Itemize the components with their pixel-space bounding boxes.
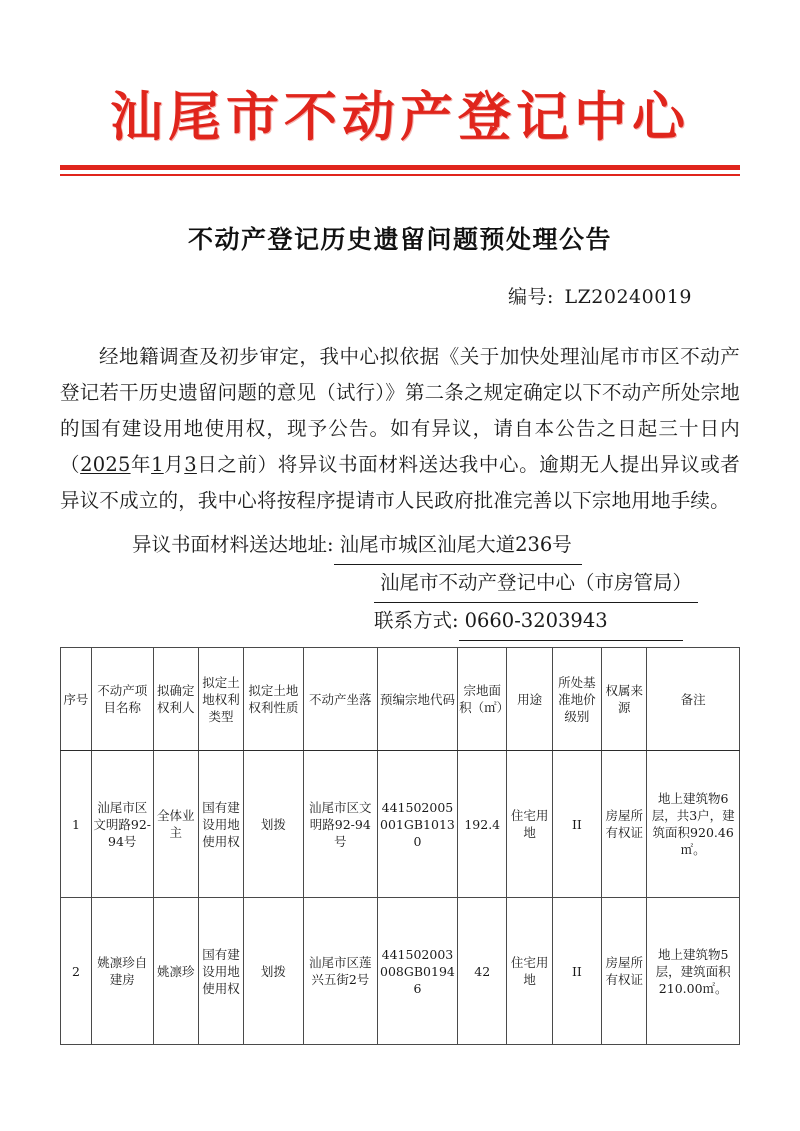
deadline-month-suffix: 月 [163, 453, 185, 477]
deadline-year-suffix: 年 [130, 453, 152, 477]
cell-title-source: 房屋所有权证 [602, 751, 647, 898]
cell-price-level: II [552, 898, 601, 1045]
organization-title: 汕尾市不动产登记中心 [110, 86, 690, 148]
cell-remarks: 地上建筑物5层，建筑面积210.00㎡。 [647, 898, 740, 1045]
cell-price-level: II [552, 751, 601, 898]
col-header-usage: 用途 [507, 648, 552, 751]
col-header-remarks: 备注 [647, 648, 740, 751]
cell-land-right-type: 国有建设用地使用权 [198, 751, 243, 898]
cell-parcel-code: 441502003008GB01946 [377, 898, 457, 1045]
col-header-location: 不动产坐落 [303, 648, 377, 751]
cell-land-right-nature: 划拨 [244, 898, 304, 1045]
letterhead-rule-thin [60, 174, 740, 176]
cell-remarks: 地上建筑物6层，共3户，建筑面积920.46㎡。 [647, 751, 740, 898]
letterhead [60, 0, 740, 176]
cell-index: 1 [61, 751, 92, 898]
contact-block [60, 527, 740, 641]
deadline-year: 2025 [80, 453, 131, 477]
document-number [60, 282, 740, 309]
address-row-2 [60, 565, 740, 603]
parcel-table-wrapper [60, 647, 740, 1045]
col-header-parcel-area: 宗地面积（㎡） [458, 648, 507, 751]
letterhead-rule-thick [60, 165, 740, 170]
document-number-value: LZ20240019 [564, 286, 692, 309]
address-row-1 [60, 527, 740, 565]
phone-value: 0660-3203943 [459, 603, 683, 641]
table-body [61, 751, 740, 1045]
cell-location: 汕尾市区莲兴五街2号 [303, 898, 377, 1045]
cell-project-name: 姚凛珍自建房 [91, 898, 153, 1045]
cell-project-name: 汕尾市区文明路92-94号 [91, 751, 153, 898]
address-label: 异议书面材料送达地址: [132, 533, 334, 557]
col-header-land-right-type: 拟定土地权利类型 [198, 648, 243, 751]
col-header-title-source: 权属来源 [602, 648, 647, 751]
cell-usage: 住宅用地 [507, 898, 552, 1045]
address-line-1: 汕尾市城区汕尾大道236号 [334, 527, 582, 565]
deadline-month: 1 [151, 453, 164, 477]
cell-index: 2 [61, 898, 92, 1045]
cell-title-source: 房屋所有权证 [602, 898, 647, 1045]
col-header-parcel-code: 预编宗地代码 [377, 648, 457, 751]
phone-label: 联系方式: [374, 609, 459, 633]
cell-parcel-code: 441502005001GB10130 [377, 751, 457, 898]
cell-land-right-type: 国有建设用地使用权 [198, 898, 243, 1045]
col-header-project-name: 不动产项目名称 [91, 648, 153, 751]
announcement-paragraph [60, 339, 740, 519]
col-header-land-right-nature: 拟定土地权利性质 [244, 648, 304, 751]
page-title: 不动产登记历史遗留问题预处理公告 [187, 225, 612, 255]
deadline-day: 3 [184, 453, 197, 477]
col-header-price-level: 所处基准地价级别 [552, 648, 601, 751]
cell-rights-holder: 姚凛珍 [153, 898, 198, 1045]
col-header-index: 序号 [61, 648, 92, 751]
cell-land-right-nature: 划拨 [244, 751, 304, 898]
body-text [60, 339, 740, 519]
parcel-table [60, 647, 740, 1045]
deadline-day-suffix: 日之前 [196, 453, 258, 477]
cell-parcel-area: 192.4 [458, 751, 507, 898]
cell-parcel-area: 42 [458, 898, 507, 1045]
phone-row [60, 603, 740, 641]
cell-rights-holder: 全体业主 [153, 751, 198, 898]
paragraph-part-2: ）将异议书面材料送达我中心。逾期无人提出异议或者异议不成立的，我中心将按程序提请市人民政府批准完善以下宗地用地手续。 [60, 453, 741, 513]
cell-usage: 住宅用地 [507, 751, 552, 898]
table-header-row [61, 648, 740, 751]
col-header-rights-holder: 拟确定权利人 [153, 648, 198, 751]
cell-location: 汕尾市区文明路92-94号 [303, 751, 377, 898]
address-line-2: 汕尾市不动产登记中心（市房管局） [374, 565, 698, 603]
table-header [61, 648, 740, 751]
table-row [61, 751, 740, 898]
table-row [61, 898, 740, 1045]
document-number-label: 编号: [508, 286, 554, 309]
paragraph-part-1: 经地籍调查及初步审定，我中心拟依据《关于加快处理汕尾市市区不动产登记若干历史遗留问题的意见（试行）》第二条之规定确定以下不动产所处宗地的国有建设用地使用权，现予公告。如有异议，请自本公告之日起三十日内（ [60, 345, 740, 477]
